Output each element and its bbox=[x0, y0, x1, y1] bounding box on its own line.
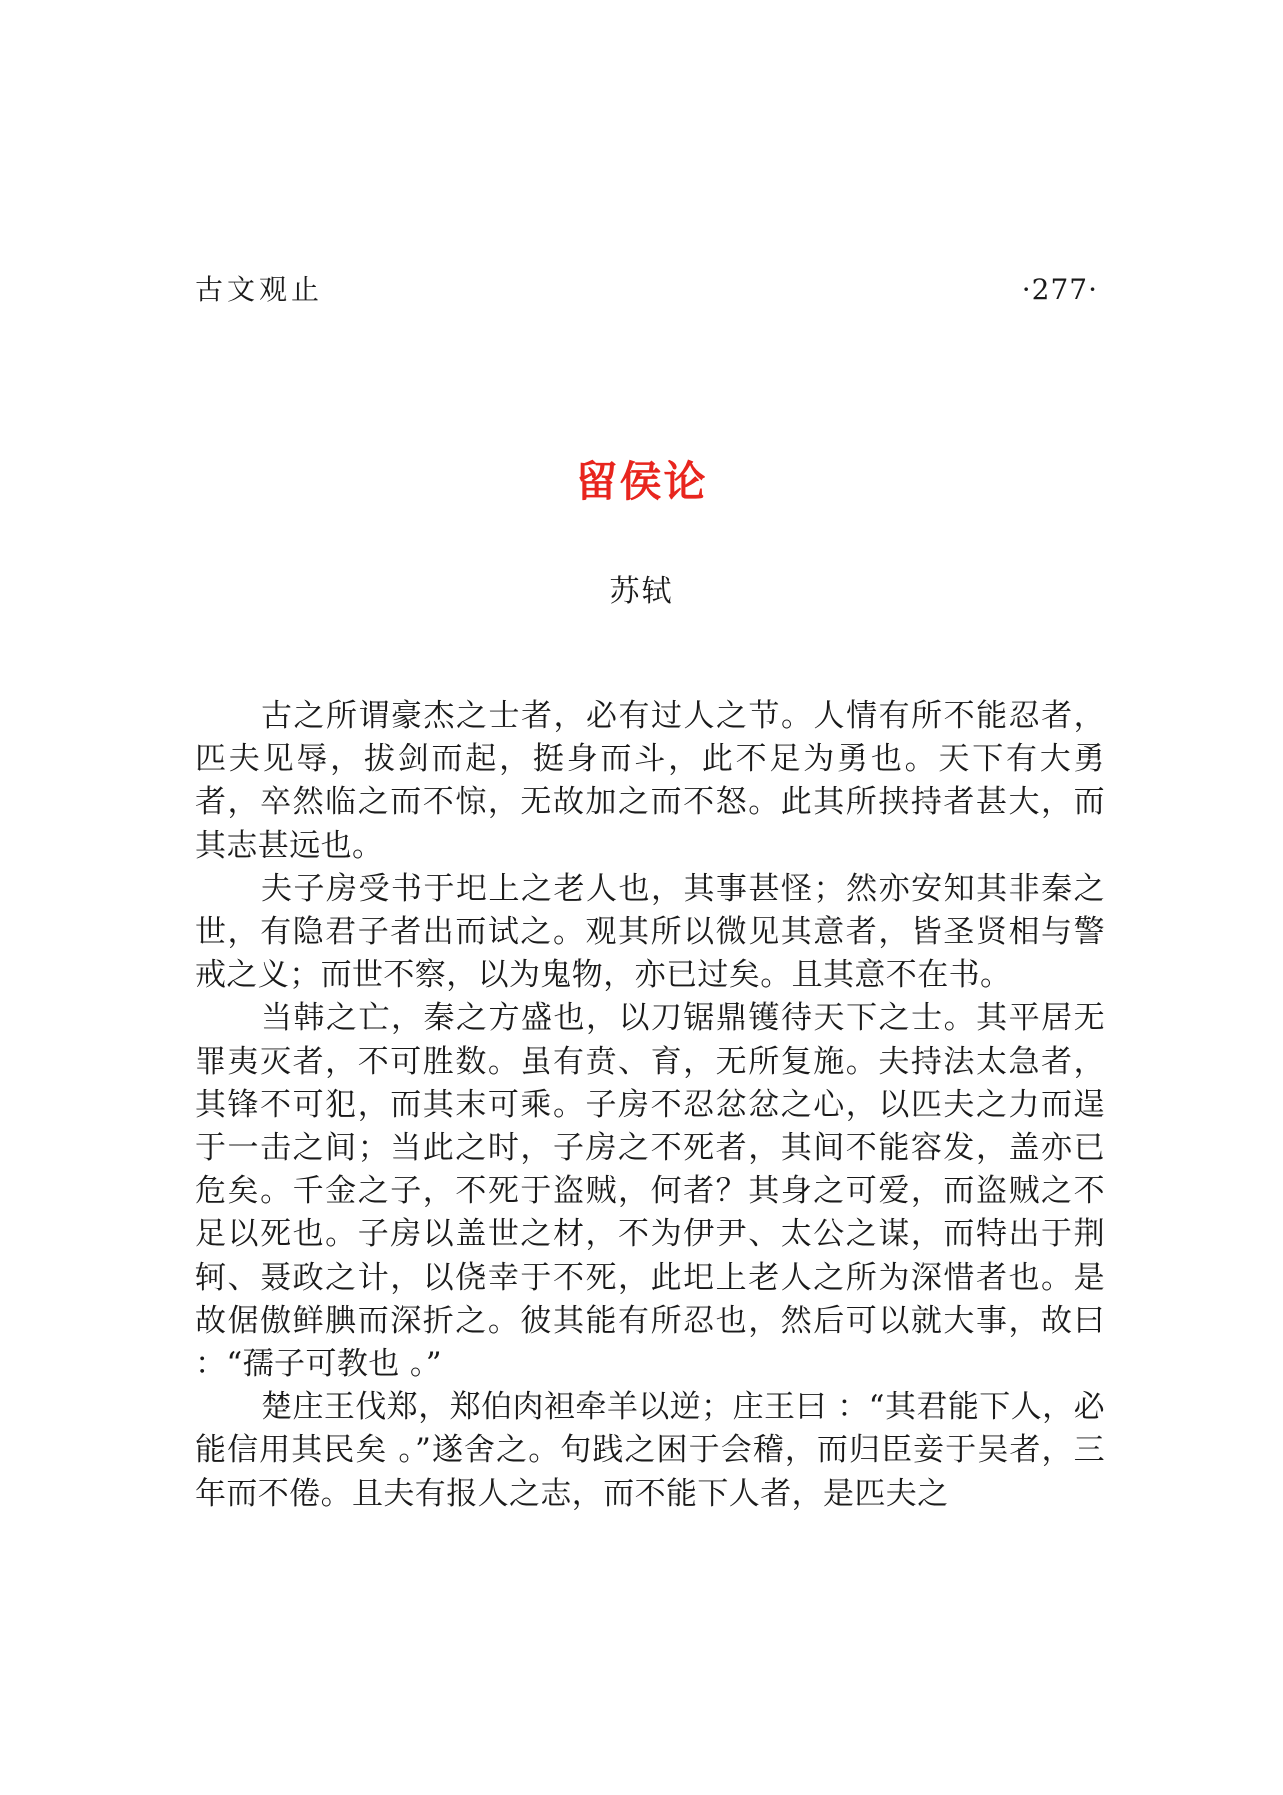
running-head-book-title: 古文观止 bbox=[195, 273, 324, 306]
paragraph: 古之所谓豪杰之士者，必有过人之节。人情有所不能忍者，匹夫见辱，拔剑而起，挺身而斗，此不足为勇也。天下有大勇者，卒然临之而不惊，无故加之而不怒。此其所挟持者甚大，而其志甚远也。 bbox=[195, 698, 1105, 864]
paragraph: 夫子房受书于圯上之老人也，其事甚怪；然亦安知其非秦之世，有隐君子者出而试之。观其所以微见其意者，皆圣贤相与警戒之义；而世不察，以为鬼物，亦已过矣。且其意不在书。 bbox=[195, 870, 1105, 994]
paragraph: 当韩之亡，秦之方盛也，以刀锯鼎镬待天下之士。其平居无罪夷灭者，不可胜数。虽有贲、育，无所复施。夫持法太急者，其锋不可犯，而其末可乘。子房不忍忿忿之心，以匹夫之力而逞于一击之间；当此之时，子房之不死者，其间不能容发，盖亦已危矣。千金之子，不死于盗贼，何者？其身之可爱，而盗贼之不足以死也。子房以盖世之材，不为伊尹、太公之谋，而特出于荆轲、聂政之计，以侥幸于不死，此圯上老人之所为深惜者也。是故倨傲鲜腆而深折之。彼其能有所忍也，然后可以就大事，故曰 ：“孺子可教也 。” bbox=[195, 1000, 1105, 1383]
article-body bbox=[195, 695, 1105, 1516]
article-title: 留侯论 bbox=[575, 457, 708, 506]
paragraph: 楚庄王伐郑，郑伯肉袒牵羊以逆；庄王曰 ：“其君能下人，必能信用其民矣 。”遂舍之。句践之困于会稽，而归臣妾于吴者，三年而不倦。且夫有报人之志，而不能下人者，是匹夫之 bbox=[195, 1389, 1105, 1512]
page-number: ·277· bbox=[1021, 273, 1098, 306]
article-author: 苏轼 bbox=[609, 574, 674, 609]
